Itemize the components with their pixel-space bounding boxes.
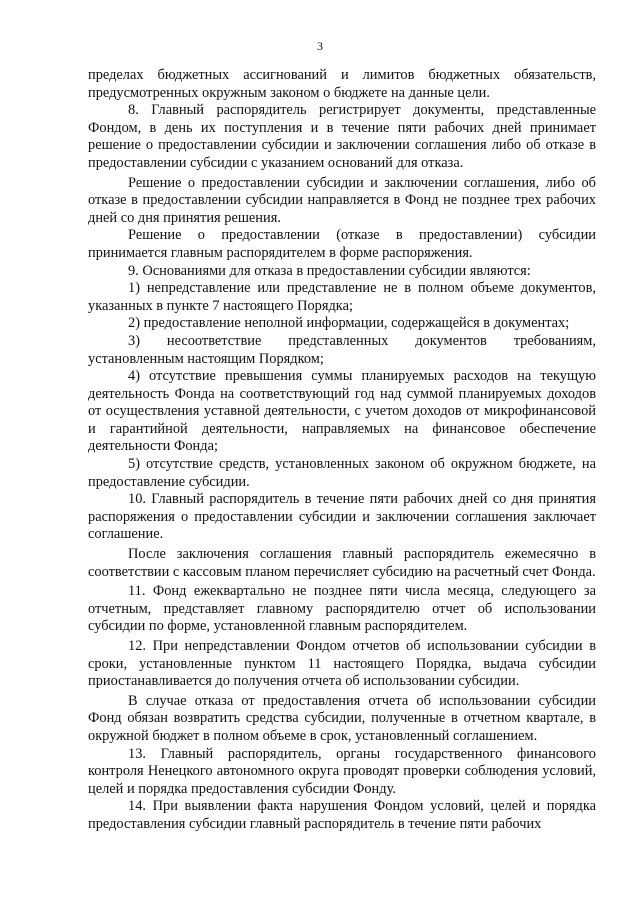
paragraph-item-12: 12. При непредставлении Фондом отчетов об использовании субсидии в сроки, установленные пунктом 11 настоящего Порядка, выдача субсидии приостанавливается до получения отчета об использовании субсидии. <box>88 638 596 690</box>
paragraph-decision-form: Решение о предоставлении (отказе в предоставлении) субсидии принимается главным распорядителем в форме распоряжения. <box>88 227 596 261</box>
list-item-9-3: 3) несоответствие представленных документов требованиям, установленным настоящим Порядком; <box>88 332 596 367</box>
document-body <box>88 67 596 834</box>
paragraph-item-13: 13. Главный распорядитель, органы государственного финансового контроля Ненецкого автономного округа проводят проверки соблюдения условий, целей и порядка предоставления субсидии Фонду. <box>88 745 596 797</box>
paragraph-refund: В случае отказа от предоставления отчета об использовании субсидии Фонд обязан возвратить средства субсидии, полученные в отчетном квартале, в окружной бюджет в полном объеме в срок, установленный соглашением. <box>88 692 596 744</box>
paragraph-item-9: 9. Основаниями для отказа в предоставлении субсидии являются: <box>128 262 531 279</box>
paragraph-item-10: 10. Главный распорядитель в течение пяти рабочих дней со дня принятия распоряжения о предоставлении субсидии и заключении соглашения заключает соглашение. <box>88 491 596 543</box>
list-item-9-1: 1) непредставление или представление не в полном объеме документов, указанных в пункте 7 настоящего Порядка; <box>88 280 596 314</box>
paragraph-item-11: 11. Фонд ежеквартально не позднее пяти числа месяца, следующего за отчетным, представляет главному распорядителю отчет об использовании субсидии по форме, установленной главным распорядителем. <box>88 583 596 635</box>
paragraph-item-14: 14. При выявлении факта нарушения Фондом условий, целей и порядка предоставления субсидии главный распорядитель в течение пяти рабочих <box>88 798 596 832</box>
paragraph-item-8: 8. Главный распорядитель регистрирует документы, представленные Фондом, в день их поступления и в течение пяти рабочих дней принимает решение о предоставлении субсидии и заключении соглашения либо об отказе в предоставлении субсидии с указанием оснований для отказа. <box>88 102 596 171</box>
paragraph-monthly-transfer: После заключения соглашения главный распорядитель ежемесячно в соответствии с кассовым планом перечисляет субсидию на расчетный счет Фонда. <box>88 546 596 580</box>
list-item-9-4: 4) отсутствие превышения суммы планируемых расходов на текущую деятельность Фонда на соответствующий год над суммой планируемых доходов от осуществления уставной деятельности, с учетом доходов от микрофинансовой и гарантийной деятельности, направляемых на финансовое обеспечение деятельности Фонда; <box>88 368 596 455</box>
list-item-9-2: 2) предоставление неполной информации, содержащейся в документах; <box>128 315 570 332</box>
list-item-9-5: 5) отсутствие средств, установленных законом об окружном бюджете, на предоставление субсидии. <box>88 456 596 490</box>
page-number: 3 <box>317 39 323 53</box>
paragraph-continuation: пределах бюджетных ассигнований и лимитов бюджетных обязательств, предусмотренных окружным законом о бюджете на данные цели. <box>88 67 596 101</box>
paragraph-decision-notice: Решение о предоставлении субсидии и заключении соглашения, либо об отказе в предоставлении субсидии направляется в Фонд не позднее трех рабочих дней со дня принятия решения. <box>88 174 596 226</box>
